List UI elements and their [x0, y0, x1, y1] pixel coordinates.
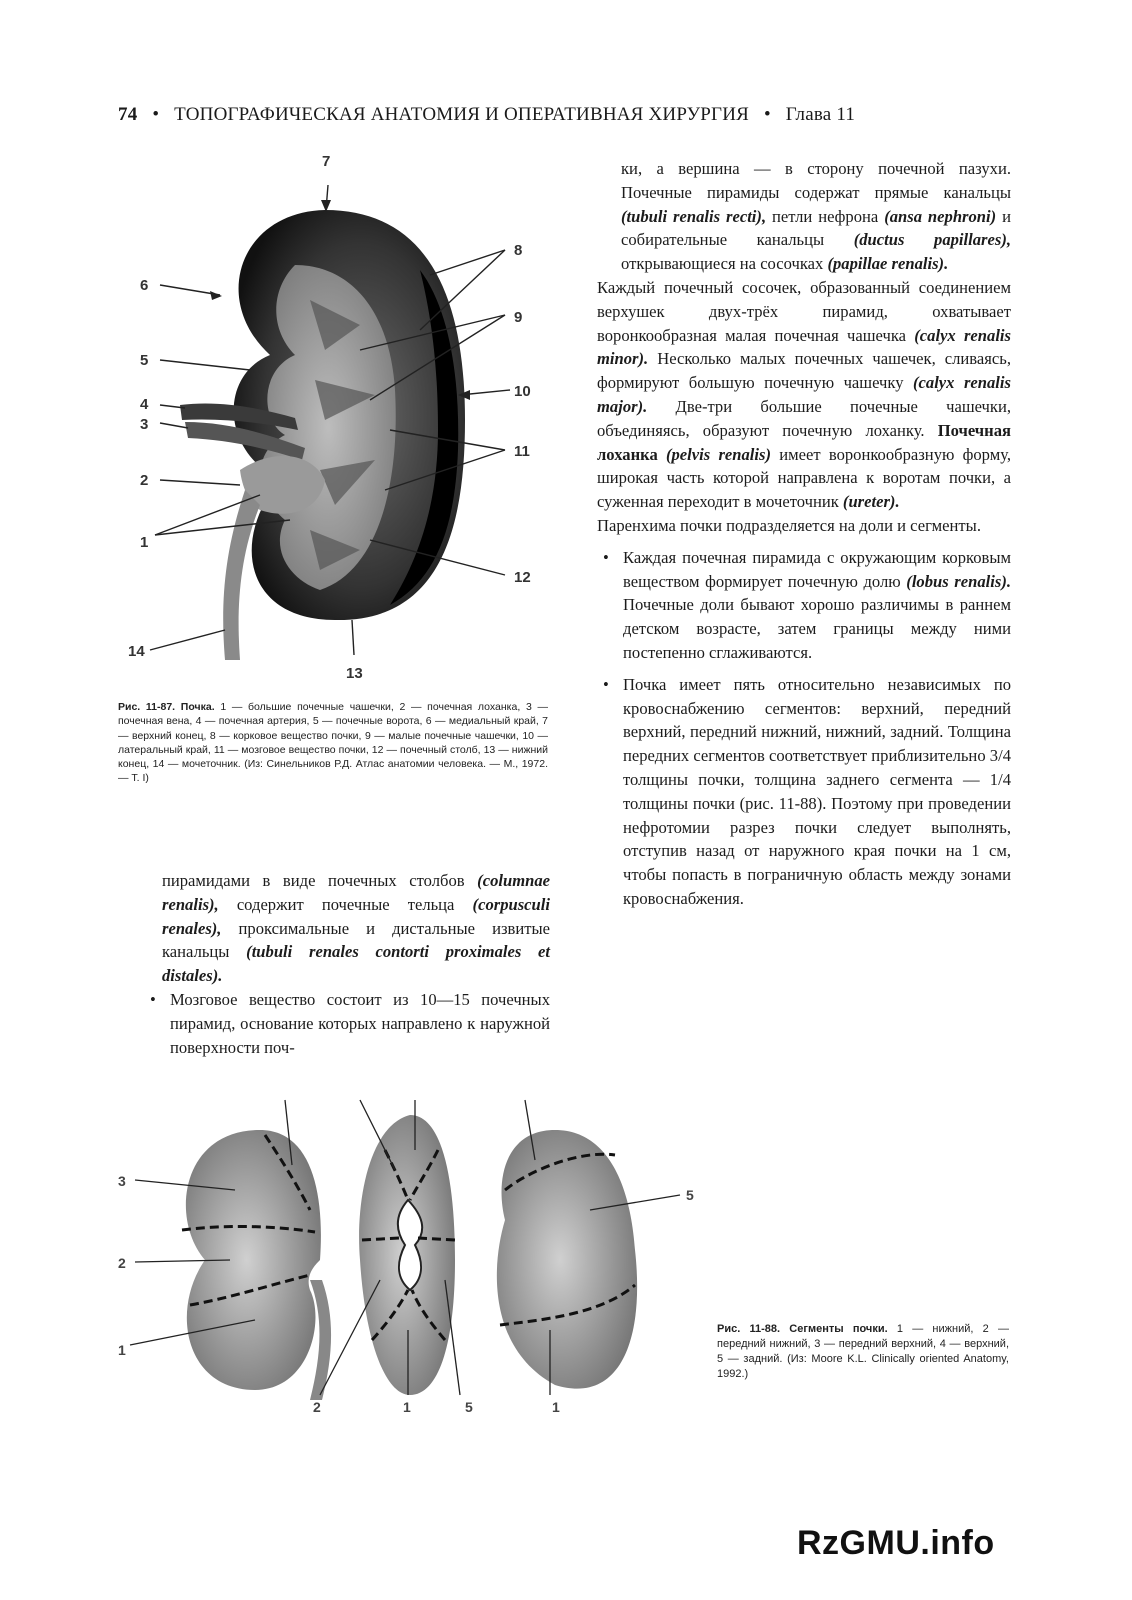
right-bullet-lobes: • Каждая почечная пирамида с окружающим корковым веществом формирует почечную долю (lobus renalis). Почечные доли бывают хорошо различимы в раннем детском возрасте, затем границы между ними постепенно сглаживаются. — [597, 546, 1011, 665]
label-3: 3 — [140, 416, 149, 433]
site-watermark: RzGMU.info — [797, 1524, 995, 1562]
seg-label-1-right: 1 — [552, 1399, 560, 1415]
seg-label-2: 2 — [118, 1255, 126, 1271]
running-header — [118, 104, 938, 126]
figure-kidney-segments — [110, 1090, 710, 1420]
label-12: 12 — [514, 569, 531, 586]
label-8: 8 — [514, 242, 523, 259]
seg-label-2-bottom: 2 — [313, 1399, 321, 1415]
seg-label-5: 5 — [686, 1187, 694, 1203]
left-paragraph: пирамидами в виде почечных столбов (columnae renalis), содержит почечные тельца (corpusculi renales), проксимальные и дистальные извитые канальцы (tubuli renales contorti proximales et distales). — [162, 871, 550, 986]
seg-label-1-bottom: 1 — [403, 1399, 411, 1415]
figure1-caption — [118, 700, 548, 786]
right-paragraph-1: ки, а вершина — в сторону почечной пазухи. Почечные пирамиды содержат прямые канальцы (tubuli renalis recti), петли нефрона (ansa nephroni) и собирательные канальцы (ductus papillares), открывающиеся на сосочках (papillae renalis). — [621, 159, 1011, 274]
label-7: 7 — [322, 153, 331, 170]
ureter — [223, 490, 260, 660]
figure2-caption-text: 1 — нижний, 2 — передний нижний, 3 — передний верхний, 4 — верхний, 5 — задний. (Из: Moore K.L. Clinically oriented Anatomy, 1992.) — [717, 1323, 1009, 1380]
label-11: 11 — [514, 443, 530, 460]
label-14: 14 — [128, 643, 145, 660]
label-6: 6 — [140, 277, 149, 294]
chapter-label: Глава 11 — [785, 104, 856, 125]
figure-kidney-section — [120, 150, 560, 690]
figure2-caption — [717, 1322, 1009, 1382]
label-2: 2 — [140, 472, 149, 489]
label-5: 5 — [140, 352, 149, 369]
label-10: 10 — [514, 383, 531, 400]
figure1-caption-text: 1 — большие почечные чашечки, 2 — почечная лоханка, 3 — почечная вена, 4 — почечная артерия, 5 — почечные ворота, 6 — медиальный край, 7 — верхний конец, 8 — корковое вещество почки, 9 — малые почечные чашечки, 10 — латеральный край, 11 — мозговое вещество почки, 12 — почечный столб, 13 — нижний конец, 14 — мочеточник. (Из: Синельников Р.Д. Атлас анатомии человека. — М., 1972. — Т. I) — [118, 701, 548, 785]
left-column — [162, 869, 550, 1059]
figure1-caption-title: Рис. 11-87. Почка. — [118, 701, 215, 713]
label-4: 4 — [140, 396, 149, 413]
label-13: 13 — [346, 665, 363, 682]
right-bullet-segments: • Почка имеет пять относительно независимых по кровоснабжению сегментов: верхний, передний верхний, передний нижний, нижний, задний. Толщина передних сегментов соответствует приблизительно 3/4 толщины почки, толщина заднего сегмента — 1/4 толщины почки (рис. 11-88). Поэтому при проведении нефротомии разрез почки следует выполнять, отступив назад от наружного края почки на 1 см, чтобы попасть в пограничную область между зонами кровоснабжения. — [597, 673, 1011, 911]
seg-label-3: 3 — [118, 1173, 126, 1189]
left-bullet-medulla: • Мозговое вещество состоит из 10—15 почечных пирамид, основание которых направлено к наружной поверхности поч- — [144, 988, 550, 1059]
separator: • — [152, 104, 160, 125]
label-9: 9 — [514, 309, 523, 326]
seg-label-5-bottom: 5 — [465, 1399, 473, 1415]
kidney-posterior — [497, 1130, 637, 1389]
book-title: ТОПОГРАФИЧЕСКАЯ АНАТОМИЯ И ОПЕРАТИВНАЯ ХИРУРГИЯ — [174, 104, 750, 125]
label-1: 1 — [140, 534, 149, 551]
right-paragraph-2: Каждый почечный сосочек, образованный соединением верхушек двух-трёх пирамид, охватывает воронкообразная малая почечная чашечка (calyx renalis minor). Несколько малых почечных чашечек, сливаясь, формируют большую почечную чашечку (calyx renalis major). Две-три большие почечные чашечки, объединяясь, образуют почечную лоханку. Почечная лоханка (pelvis renalis) имеет воронкообразную форму, широкая часть которой направлена к воротам почки, а суженная переходит в мочеточник (ureter). — [597, 277, 1012, 512]
figure2-caption-title: Рис. 11-88. Сегменты почки. — [717, 1323, 888, 1335]
right-paragraph-3: Паренхима почки подразделяется на доли и сегменты. — [597, 515, 981, 535]
seg-label-1: 1 — [118, 1342, 126, 1358]
separator: • — [763, 104, 771, 125]
page-number: 74 — [118, 104, 138, 125]
right-column — [597, 157, 1011, 911]
